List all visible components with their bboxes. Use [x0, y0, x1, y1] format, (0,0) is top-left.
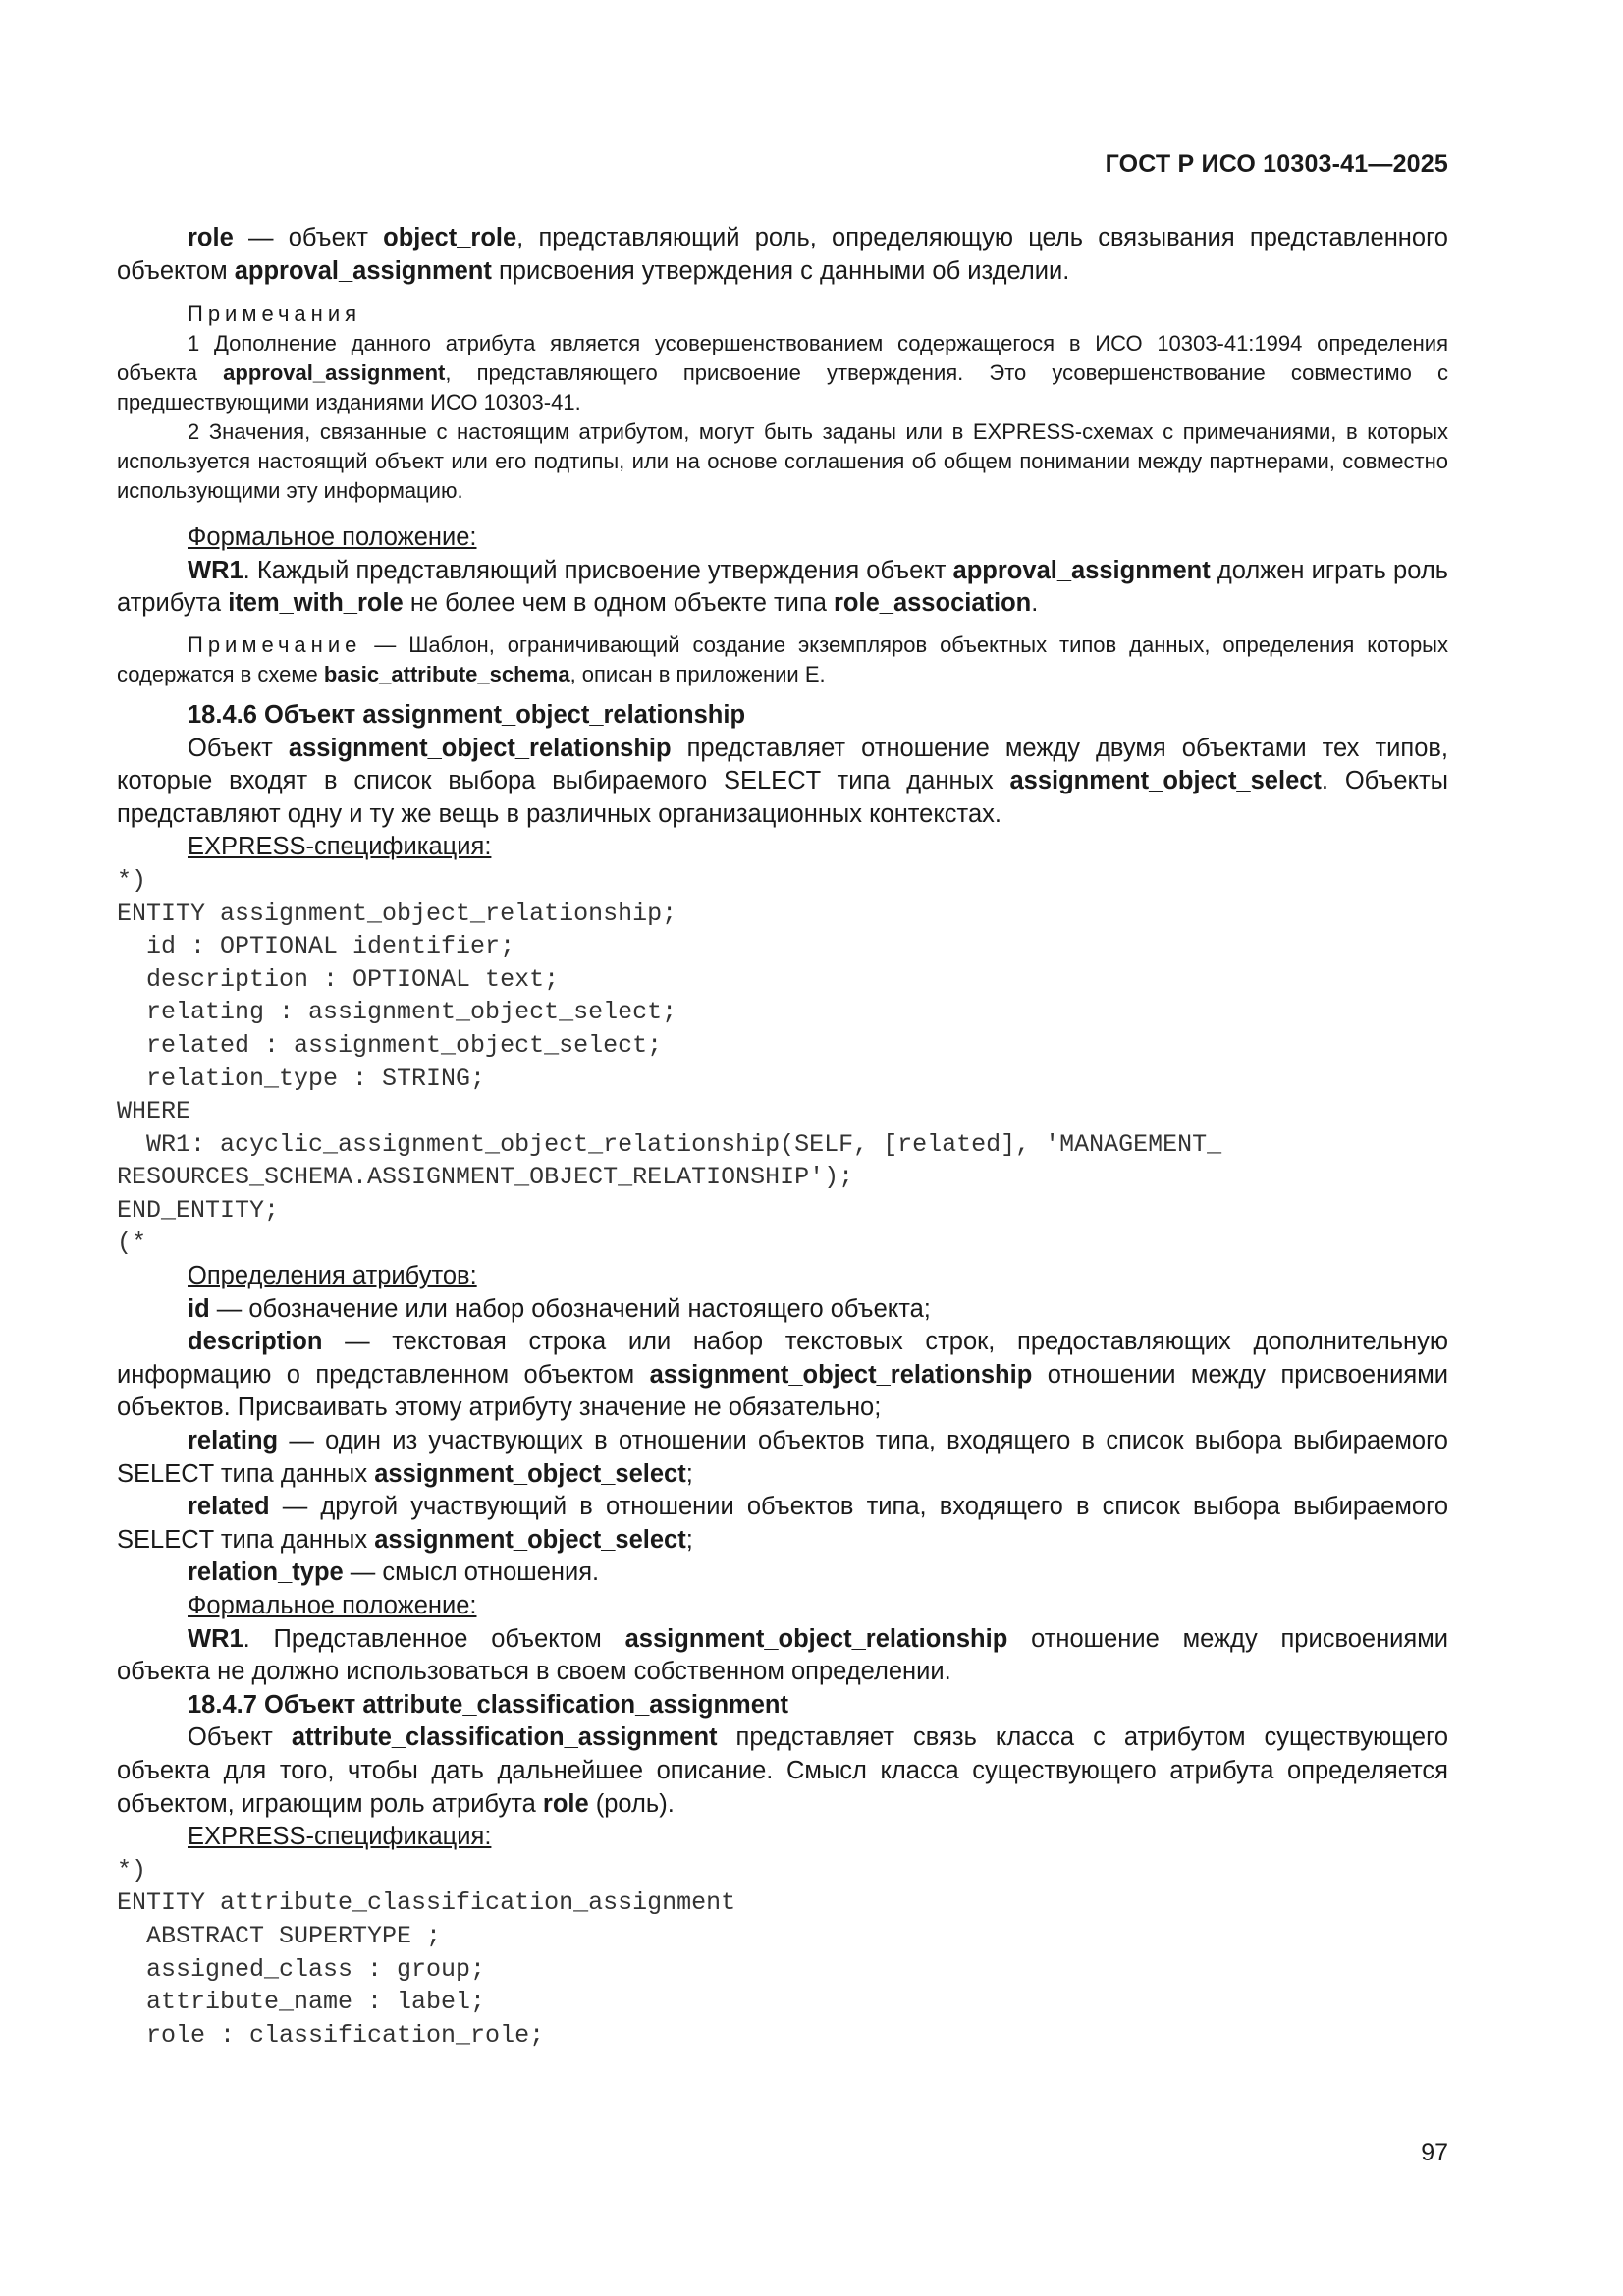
attr-related: related — другой участвующий в отношении объектов типа, входящего в список выбора выбираемого SELECT типа данных assignment_object_select; — [117, 1493, 1448, 1554]
code-line: relation_type : STRING; — [117, 1064, 486, 1093]
note-template: Примечание — Шаблон, ограничивающий создание экземпляров объектных типов данных, определения которых содержатся в схеме basic_attribute_schema, описан в приложении Е. — [117, 631, 1448, 686]
note-1: 1 Дополнение данного атрибута является усовершенствованием содержащегося в ИСО 10303-41:1994 определения объекта approval_assignment, представляющего присвоение утверждения. Это усовершенствование совместимо с предшествующими изданиями ИСО 10303-41. — [117, 331, 1448, 415]
term-role: role — [188, 224, 234, 251]
code-line: END_ENTITY; — [117, 1195, 280, 1225]
code-line: role : classification_role; — [117, 2020, 545, 2050]
formal-provision-wr1: WR1. Представленное объектом assignment_object_relationship отношение между присвоениями объекта не должно использоваться в своем собственном определении. — [117, 1624, 1448, 1686]
express-spec-label: EXPRESS-спецификация: — [188, 833, 492, 861]
formal-provision-label: Формальное положение: — [188, 1592, 477, 1619]
attr-relation-type: relation_type — смысл отношения. — [188, 1558, 600, 1587]
notes-heading: Примечания — [188, 301, 362, 327]
code-line: *) — [117, 1855, 147, 1885]
express-spec-label: EXPRESS-спецификация: — [188, 1823, 492, 1851]
code-line: description : OPTIONAL text; — [117, 964, 560, 994]
attribute-definitions-label: Определения атрибутов: — [188, 1262, 477, 1290]
code-line: *) — [117, 865, 147, 895]
code-line: id : OPTIONAL identifier; — [117, 932, 515, 961]
attr-description: description — текстовая строка или набор текстовых строк, предоставляющих дополнительную информацию о представленном объектом assignment_object_relationship отношении между присвоениями объектов. Присваивать этому атрибуту значение не обязательно; — [117, 1328, 1449, 1422]
code-line: WR1: acyclic_assignment_object_relationship(SELF, [related], 'MANAGEMENT_ — [117, 1129, 1222, 1159]
page-number: 97 — [1421, 2139, 1448, 2166]
role-definition: role — объект object_role, представляющий роль, определяющую цель связывания представленного объектом approval_assignment присвоения утверждения с данными об изделии. — [117, 224, 1448, 285]
document-code: ГОСТ Р ИСО 10303-41—2025 — [1105, 150, 1448, 178]
note-2: 2 Значения, связанные с настоящим атрибутом, могут быть заданы или в EXPRESS-схемах с примечаниями, в которых используется настоящий объект или его подтипы, или на основе соглашения об общем понимании между партнерами, совместно использующими эту информацию. — [117, 419, 1448, 504]
formal-provision-label: Формальное положение: — [188, 523, 477, 552]
code-line: (* — [117, 1229, 147, 1258]
section-18-4-6-description: Объект assignment_object_relationship представляет отношение между двумя объектами тех типов, которые входят в список выбора выбираемого SELECT типа данных assignment_object_select. Объекты представляют одну и ту же вещь в различных организационных контекстах. — [117, 734, 1449, 828]
attr-relating: relating — один из участвующих в отношении объектов типа, входящего в список выбора выбираемого SELECT типа данных assignment_object_select; — [117, 1427, 1448, 1488]
code-line: ABSTRACT SUPERTYPE ; — [117, 1921, 442, 1950]
code-line: attribute_name : label; — [117, 1988, 486, 2017]
code-line: WHERE — [117, 1097, 191, 1126]
code-line: related : assignment_object_select; — [117, 1030, 663, 1060]
code-line: RESOURCES_SCHEMA.ASSIGNMENT_OBJECT_RELATIONSHIP'); — [117, 1163, 854, 1192]
page-content — [117, 222, 1448, 2051]
express-code-block-2 — [117, 1854, 1448, 2052]
code-line: ENTITY assignment_object_relationship; — [117, 899, 677, 928]
express-code-block-1 — [117, 864, 1448, 1260]
attr-id: id — обозначение или набор обозначений настоящего объекта; — [188, 1294, 931, 1323]
code-line: ENTITY attribute_classification_assignment — [117, 1888, 736, 1918]
code-line: relating : assignment_object_select; — [117, 998, 677, 1027]
section-heading-18-4-6: 18.4.6 Объект assignment_object_relationship — [188, 700, 746, 729]
code-line: assigned_class : group; — [117, 1954, 486, 1984]
formal-provision-wr1: WR1. Каждый представляющий присвоение утверждения объект approval_assignment должен играть роль атрибута item_with_role не более чем в одном объекте типа role_association. — [117, 556, 1448, 618]
section-18-4-7-description: Объект attribute_classification_assignment представляет связь класса с атрибутом существующего объекта для того, чтобы дать дальнейшее описание. Смысл класса существующего атрибута определяется объектом, играющим роль атрибута role (роль). — [117, 1723, 1449, 1818]
section-heading-18-4-7: 18.4.7 Объект attribute_classification_assignment — [188, 1690, 788, 1719]
